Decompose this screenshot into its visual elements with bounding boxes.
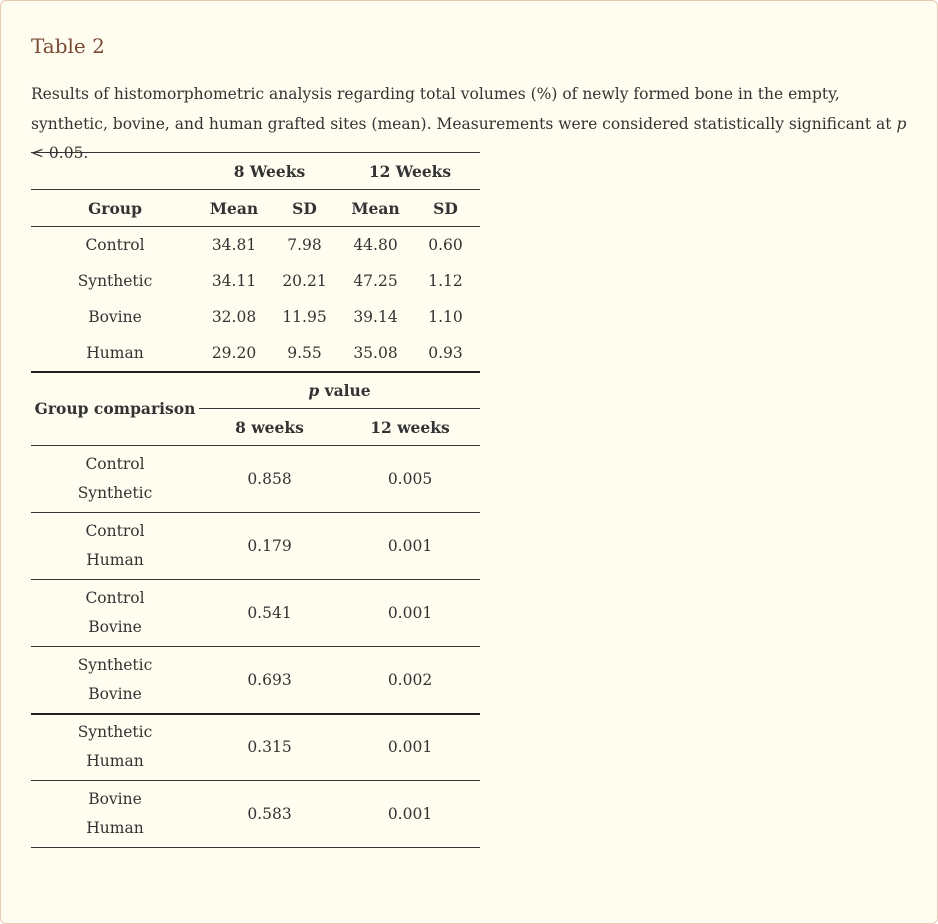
mean-12w-cell: 47.25 (353, 271, 398, 290)
mean-12w-cell: 39.14 (353, 307, 398, 326)
mean-12w-cell: 35.08 (340, 335, 411, 372)
comparison-group-b: Human (86, 752, 144, 771)
p-8w-cell: 0.858 (199, 446, 340, 513)
comparison-group-b: Bovine (88, 618, 142, 636)
sd-12w-cell: 1.10 (428, 307, 463, 326)
mean-header-12w: Mean (340, 190, 411, 227)
p-8w-cell: 0.179 (199, 513, 340, 580)
p-12w-cell: 0.001 (340, 781, 480, 848)
table-row (31, 781, 480, 848)
pvalue-header-row (31, 372, 480, 409)
table-row (31, 647, 480, 714)
caption-threshold: < 0.05. (31, 144, 89, 162)
comparison-group-a: Bovine (88, 790, 142, 808)
week-header-8: 8 weeks (199, 409, 340, 446)
table-row (31, 580, 480, 647)
group-cell: Synthetic (77, 271, 153, 290)
p-12w-cell: 0.001 (340, 714, 480, 781)
caption-text: Results of histomorphometric analysis regarding total volumes (%) of newly formed bone in the empty, synthetic, bovine, and human grafted sites (mean). Measurements were considered statistically significant at (31, 85, 897, 133)
p-12w-cell: 0.001 (340, 580, 480, 647)
comparison-cell (31, 647, 199, 714)
table-row (31, 714, 480, 781)
group-cell: Human (31, 335, 199, 372)
comparison-cell (31, 781, 199, 848)
comparison-group-a: Control (85, 522, 145, 540)
group-comparison-header: Group comparison (31, 372, 199, 446)
comparison-group-b: Bovine (88, 684, 142, 703)
sd-8w-cell: 9.55 (269, 335, 340, 372)
p-value-label: value (319, 380, 371, 400)
mean-header-8w: Mean (199, 190, 269, 227)
sd-header-12w: SD (411, 190, 480, 227)
comparison-group-b: Human (86, 819, 144, 837)
mean-12w-cell: 44.80 (353, 235, 398, 254)
group-cell: Bovine (88, 307, 142, 326)
comparison-group-a: Control (85, 455, 145, 473)
comparison-group-b: Synthetic (77, 484, 153, 502)
p-12w-cell: 0.001 (340, 513, 480, 580)
table-title: Table 2 (31, 34, 105, 58)
comparison-cell (31, 513, 199, 580)
stat-header-row (31, 190, 480, 227)
p-12w-cell: 0.005 (340, 446, 480, 513)
comparison-group-a: Synthetic (77, 655, 153, 674)
p-12w-cell: 0.002 (340, 647, 480, 714)
period-header-12-weeks: 12 Weeks (340, 153, 480, 190)
group-cell: Control (85, 235, 145, 254)
p-8w-cell: 0.693 (199, 647, 340, 714)
results-table (31, 152, 480, 848)
table-row (31, 227, 480, 263)
comparison-cell (31, 714, 199, 781)
p-value-header (199, 372, 480, 409)
comparison-group-b: Human (86, 551, 144, 569)
p-value-symbol: p (308, 380, 320, 400)
period-header-8-weeks: 8 Weeks (199, 153, 340, 190)
table-row (31, 513, 480, 580)
comparison-cell (31, 446, 199, 513)
comparison-group-a: Control (85, 589, 145, 607)
period-header-row (31, 153, 480, 190)
week-header-12: 12 weeks (340, 409, 480, 446)
p-8w-cell: 0.583 (199, 781, 340, 848)
table-row (31, 446, 480, 513)
comparison-cell (31, 580, 199, 647)
sd-12w-cell: 0.93 (411, 335, 480, 372)
mean-8w-cell: 32.08 (211, 307, 257, 326)
sd-12w-cell: 0.60 (428, 235, 463, 254)
table-row (31, 299, 480, 335)
mean-8w-cell: 34.81 (211, 235, 257, 254)
table-row (31, 335, 480, 372)
mean-8w-cell: 34.11 (211, 271, 257, 290)
comparison-group-a: Synthetic (77, 723, 153, 742)
caption-p-symbol: p (896, 114, 907, 133)
group-header: Group (31, 190, 199, 227)
table-row (31, 263, 480, 299)
sd-8w-cell: 20.21 (282, 271, 327, 290)
sd-header-8w: SD (269, 190, 340, 227)
empty-header-cell (31, 153, 199, 190)
p-8w-cell: 0.315 (199, 714, 340, 781)
sd-8w-cell: 11.95 (282, 307, 327, 326)
p-8w-cell: 0.541 (199, 580, 340, 647)
sd-8w-cell: 7.98 (287, 235, 322, 254)
sd-12w-cell: 1.12 (428, 271, 463, 290)
mean-8w-cell: 29.20 (199, 335, 269, 372)
